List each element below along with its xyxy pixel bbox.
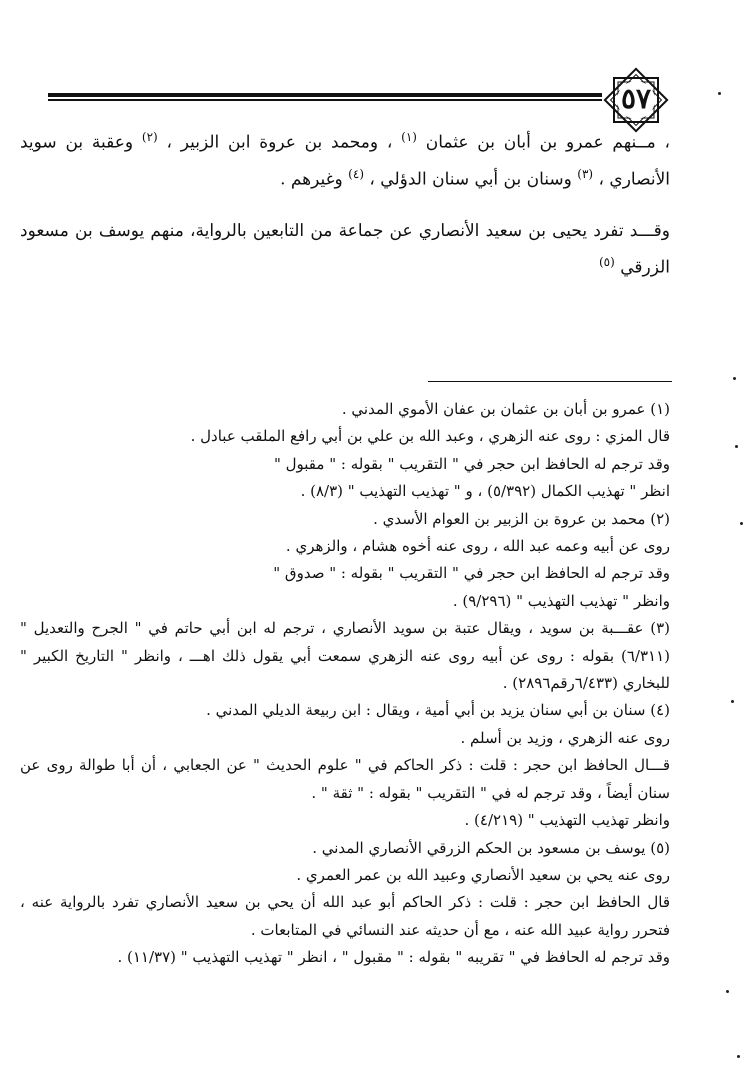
footnote-line: وقد ترجم له الحافظ في " تقريبه " بقوله : " مقبول " ، انظر " تهذيب التهذيب " (١١/٣٧) .: [117, 948, 670, 967]
footnote-line: (٦/٣١١) بقوله : روى عن أبيه روى عنه الزهري سمعت أبي يقول ذلك اهـــ ، وانظر " التاريخ الكبير ": [20, 646, 670, 665]
footnote-line: روى عنه يحي بن سعيد الأنصاري وعبيد الله بن عمر العمري .: [296, 865, 670, 884]
footnote-line: (٥) يوسف بن مسعود بن الحكم الزرقي الأنصاري المدني .: [312, 838, 670, 857]
footnote-line: روى عن أبيه وعمه عبد الله ، روى عنه أخوه هشام ، والزهري .: [285, 537, 670, 556]
body-text: وغيرهم .: [280, 169, 349, 190]
scan-speck: [733, 377, 736, 380]
footnote-line: (٣) عقـــبة بن سويد ، ويقال عتبة بن سويد الأنصاري ، ترجم له ابن أبي حاتم في " الجرح والتعديل ": [20, 619, 670, 638]
footnote-line: للبخاري (٦/٤٣٣رقم٢٨٩٦) .: [502, 674, 670, 693]
footnote-line: (١) عمرو بن أبان بن عثمان بن عفان الأموي المدني .: [341, 400, 670, 418]
footnote-line: انظر " تهذيب الكمال (٥/٣٩٢) ، و " تهذيب التهذيب " (٨/٣) .: [300, 482, 670, 501]
body-paragraph-1: [20, 122, 670, 195]
footnote-line: وقد ترجم له الحافظ ابن حجر في " التقريب " بقوله : " صدوق ": [273, 564, 670, 583]
scan-speck: [726, 990, 729, 993]
scan-speck: [740, 522, 743, 525]
header-rule: [48, 93, 602, 101]
footnote-ref-2: (٢): [141, 130, 158, 144]
page-number: ٥٧: [620, 82, 652, 115]
scan-speck: [718, 92, 721, 95]
footnote-line: قال الحافظ ابن حجر : قلت : ذكر الحاكم أبو عبد الله أن يحي بن سعيد الأنصاري تفرد بالرواية عنه ،: [20, 893, 670, 912]
footnote-separator: [428, 381, 672, 382]
footnote-line: (٤) سنان بن أبي سنان يزيد بن أبي أمية ، ويقال : ابن ربيعة الديلي المدني .: [206, 701, 670, 720]
footnote-line: وانظر تهذيب التهذيب " (٤/٢١٩) .: [464, 811, 670, 830]
body-text: ، مــنهم عمرو بن أبان بن عثمان: [416, 132, 671, 153]
body-text: وعقبة بن سويد الأنصاري ،: [20, 132, 670, 190]
footnote-line: قال المزي : روى عنه الزهري ، وعبد الله بن علي بن أبي رافع الملقب عبادل .: [190, 427, 670, 446]
scan-speck: [735, 445, 738, 448]
scan-speck: [731, 700, 734, 703]
footnote-ref-1: (١): [401, 130, 417, 144]
body-text: ، ومحمد بن عروة ابن الزبير ،: [157, 132, 402, 153]
footnote-line: روى عنه الزهري ، وزيد بن أسلم .: [460, 728, 670, 747]
footnote-line: وقد ترجم له الحافظ ابن حجر في " التقريب " بقوله : " مقبول ": [273, 454, 670, 473]
body-paragraph-2: [20, 216, 670, 284]
body-text: وقـــد تفرد يحيى بن سعيد الأنصاري عن جماعة من التابعين بالرواية، منهم يوسف بن مسعود الزرقي: [20, 221, 670, 278]
scan-speck: [737, 1055, 740, 1058]
footnote-line: فتحرر رواية عبيد الله عنه ، مع أن حديثه عند النسائي في المتابعات .: [250, 920, 670, 939]
footnote-line: وانظر " تهذيب التهذيب " (٩/٢٩٦) .: [452, 591, 670, 610]
footnote-ref-5: (٥): [598, 255, 615, 269]
footnote-ref-4: (٤): [348, 166, 364, 181]
footnote-line: (٢) محمد بن عروة بن الزبير بن العوام الأسدي .: [373, 509, 670, 528]
footnotes: [20, 396, 670, 972]
footnote-line: قـــال الحافظ ابن حجر : قلت : ذكر الحاكم في " علوم الحديث " عن الجعابي ، أن أبا طوالة روى عن: [20, 756, 670, 775]
footnote-ref-3: (٣): [577, 166, 594, 181]
body-text: وسنان بن أبي سنان الدؤلي ،: [364, 169, 578, 190]
footnote-line: سنان أيضاً ، وقد ترجم له في " التقريب " بقوله : " ثقة " .: [311, 783, 670, 802]
